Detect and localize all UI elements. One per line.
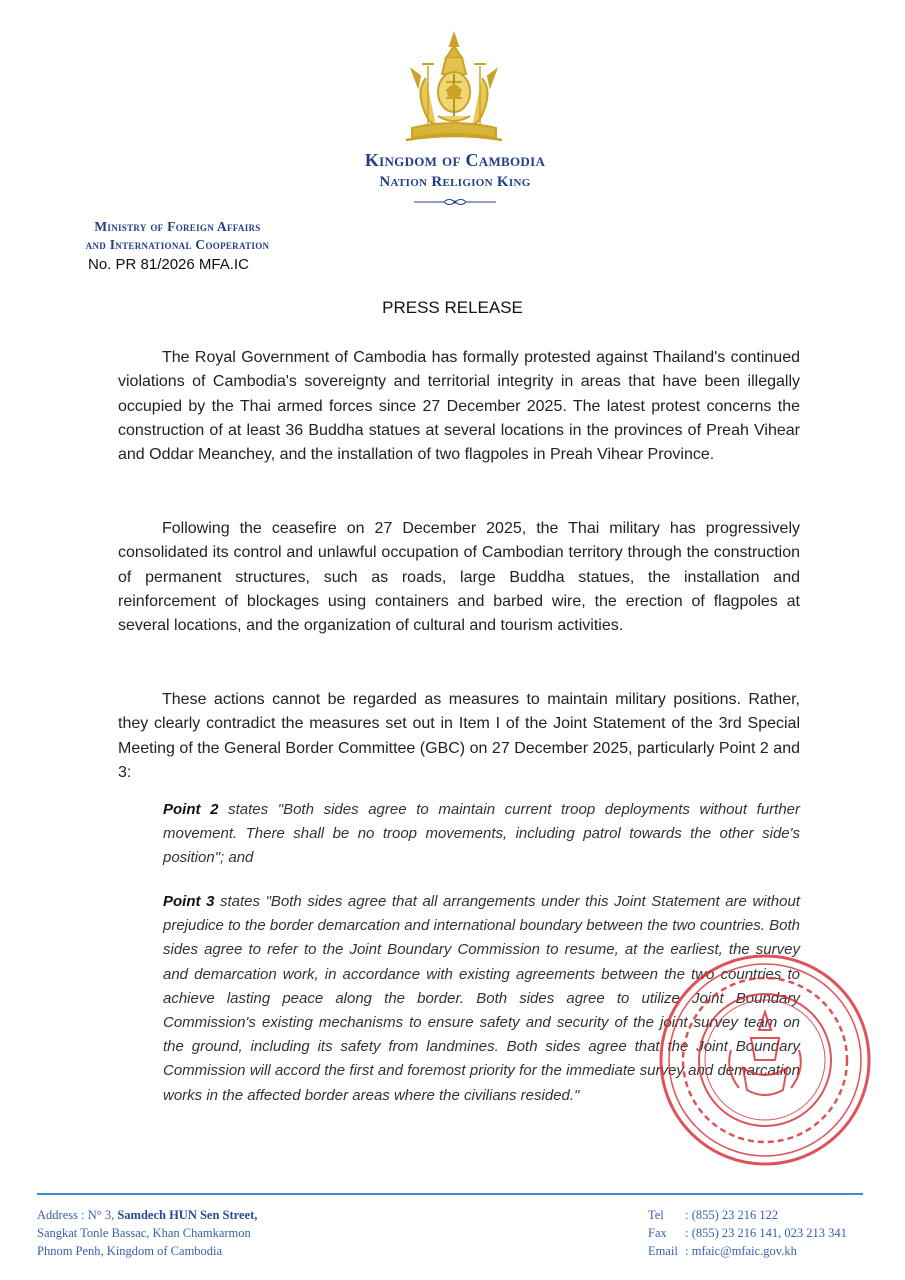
address-line-2: Sangkat Tonle Bassac, Khan Chamkarmon bbox=[37, 1226, 251, 1240]
ornament-divider-icon bbox=[414, 197, 496, 207]
document-title: PRESS RELEASE bbox=[382, 298, 523, 317]
paragraph-2-text: Following the ceasefire on 27 December 2025, the Thai military has progressively consolidated its control and unlawful occupation of Cambodian territory through the construction of permanent structures, such as roads, large Buddha statues, the installation and reinforcement of blockages using containers and barbed wire, the erection of flagpoles at several locations, and the organization of cultural and tourism activities. bbox=[118, 520, 800, 635]
paragraph-1-text: The Royal Government of Cambodia has formally protested against Thailand's continued violations of Cambodia's sovereignty and territorial integrity in areas that have been illegally occupied by the Thai armed forces since 27 December 2025. The latest protest concerns the construction of at least 36 Buddha statues at several locations in the provinces of Preah Vihear and Oddar Meanchey, and the installation of two flagpoles in Preah Vihear Province. bbox=[118, 349, 800, 464]
email-value[interactable]: : mfaic@mfaic.gov.kh bbox=[685, 1244, 797, 1258]
official-seal-stamp-icon bbox=[655, 950, 875, 1170]
footer-address bbox=[37, 1206, 257, 1260]
paragraph-1 bbox=[118, 346, 800, 467]
paragraph-3 bbox=[118, 688, 800, 785]
point-2-quote bbox=[163, 798, 800, 871]
ministry-line-2: and International Cooperation bbox=[85, 237, 270, 252]
point-2-label: Point 2 bbox=[163, 801, 219, 818]
paragraph-3-text: These actions cannot be regarded as measures to maintain military positions. Rather, they clearly contradict the measures set out in Item I of the Joint Statement of the 3rd Special Meeting of the General Border Committee (GBC) on 27 December 2025, particularly Point 2 and 3: bbox=[118, 691, 800, 781]
email-line bbox=[648, 1242, 847, 1260]
fax-line bbox=[648, 1224, 847, 1242]
point-3-text: states "Both sides agree that all arrangements under this Joint Statement are without prejudice to the border demarcation and international boundary between the two countries. Both sides agree to refer to the Joint Boundary Commission to resume, at the earliest, the survey and demarcation work, in accordance with existing agreements between the two countries to achieve lasting peace along the border. Both sides agree to utilize Joint Boundary Commission's existing mechanisms to ensure safety and security of the joint survey team on the ground, including its safety from landmines. Both sides agree that the Joint Boundary Commission will accord the first and foremost priority for the immediate survey and demarcation works in the affected border areas where the civilians resided." bbox=[163, 893, 800, 1104]
footer-contact bbox=[648, 1206, 847, 1260]
reference-number: No. PR 81/2026 MFA.IC bbox=[88, 256, 249, 273]
address-line-3: Phnom Penh, Kingdom of Cambodia bbox=[37, 1244, 223, 1258]
address-line-1 bbox=[37, 1206, 257, 1224]
royal-emblem-icon bbox=[398, 30, 510, 148]
fax-label: Fax bbox=[648, 1226, 667, 1240]
national-motto: Nation Religion King bbox=[379, 174, 531, 190]
country-name: Kingdom of Cambodia bbox=[364, 150, 546, 170]
fax-value: : (855) 23 216 141, 023 213 341 bbox=[685, 1226, 847, 1240]
tel-value: : (855) 23 216 122 bbox=[685, 1208, 779, 1222]
tel-line bbox=[648, 1206, 847, 1224]
point-3-label: Point 3 bbox=[163, 893, 215, 910]
email-label: Email bbox=[648, 1244, 678, 1258]
ministry-name bbox=[40, 218, 315, 254]
point-2-text: states "Both sides agree to maintain current troop deployments without further movement. There shall be no troop movements, including patrol towards the other side's position"; and bbox=[163, 801, 800, 867]
paragraph-2 bbox=[118, 517, 800, 638]
tel-label: Tel bbox=[648, 1208, 664, 1222]
footer-divider bbox=[37, 1193, 863, 1195]
ministry-line-1: Ministry of Foreign Affairs bbox=[94, 219, 261, 234]
address-prefix: Address : N° 3, bbox=[37, 1208, 118, 1222]
address-street: Samdech HUN Sen Street, bbox=[117, 1208, 258, 1222]
